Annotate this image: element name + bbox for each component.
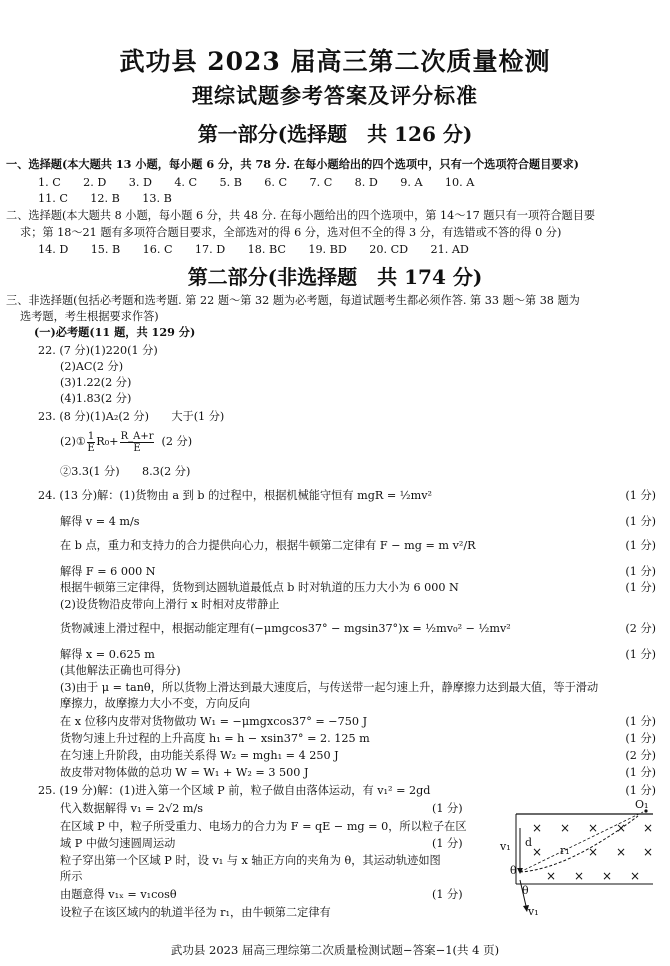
- sec3-intro-line2: 选考题，考生根据要求作答): [20, 310, 159, 323]
- q24-line13: 货物匀速上升过程的上升高度 h₁ = h − xsin37° = 2. 125 m: [60, 732, 370, 745]
- q24-score3: (1 分): [625, 539, 656, 552]
- field-cross: ×: [532, 845, 543, 859]
- q23-fraction-2: [120, 431, 155, 454]
- fig-label-theta-2: θ: [522, 884, 529, 897]
- q23-fraction-1: [87, 431, 95, 454]
- q25-line6: 所示: [60, 870, 83, 883]
- q25-line8: 设粒子在该区域内的轨道半径为 r₁，由牛顿第二定律有: [60, 906, 331, 919]
- sec2-intro-line1: 二、选择题(本大题共 8 小题，每小题 6 分，共 48 分. 在每小题给出的四个选项中，第 14～17 题只有一项符合题目要: [6, 209, 596, 222]
- q25-score3: (1 分): [432, 837, 463, 850]
- q23-line2: [60, 430, 192, 454]
- sec1-answers-row1: 1. C 2. D 3. D 4. C 5. B 6. C 7. C 8. D 9. A 10. A: [38, 176, 475, 189]
- field-cross: ×: [602, 869, 613, 883]
- field-cross: ×: [588, 845, 599, 859]
- q24-score9: (1 分): [625, 732, 656, 745]
- field-cross: ×: [532, 821, 543, 835]
- fig-label-o1: O₁: [635, 798, 649, 811]
- q24-score5: (1 分): [625, 581, 656, 594]
- q24-line7: 货物减速上滑过程中，根据动能定理有(−μmgcos37° − mgsin37°)x = ½mv₀² − ½mv²: [60, 622, 511, 635]
- q23-line1: 23. (8 分)(1)A₂(2 分) 大于(1 分): [38, 410, 225, 423]
- q23-fraction-2-num: R_A+r: [120, 430, 154, 442]
- q25-line2: 代入数据解得 v₁ = 2√2 m/s: [60, 802, 204, 815]
- page-footer: 武功县 2023 届高三理综第二次质量检测试题−答案−1(共 4 页): [170, 943, 500, 957]
- q24-line1: 24. (13 分)解：(1)货物由 a 到 b 的过程中，根据机械能守恒有 mgR = ½mv²: [38, 489, 433, 502]
- field-cross: ×: [546, 869, 557, 883]
- q23-fraction-1-num: 1: [87, 430, 95, 442]
- field-cross: ×: [616, 845, 627, 859]
- q24-line14: 在匀速上升阶段，由功能关系得 W₂ = mgh₁ = 4 250 J: [60, 749, 339, 762]
- trajectory-figure: [498, 794, 658, 916]
- q24-score8: (1 分): [625, 715, 656, 728]
- fig-label-d: d: [525, 836, 533, 849]
- q24-score10: (2 分): [625, 749, 656, 762]
- field-cross: ×: [643, 821, 654, 835]
- field-cross: ×: [616, 821, 627, 835]
- sec1-answers-row2: 11. C 12. B 13. B: [38, 192, 172, 205]
- q23-line2-prefix: (2)①: [60, 435, 86, 448]
- q24-line3: 在 b 点，重力和支持力的合力提供向心力，根据牛顿第二定律有 F − mg = m v²/R: [60, 539, 476, 552]
- q24-line4: 解得 F = 6 000 N: [60, 565, 156, 578]
- q24-score4: (1 分): [625, 565, 656, 578]
- q24-score6: (2 分): [625, 622, 656, 635]
- q24-score7: (1 分): [625, 648, 656, 661]
- q24-line15: 故皮带对物体做的总功 W = W₁ + W₂ = 3 500 J: [60, 766, 309, 779]
- fig-label-theta: θ: [510, 864, 517, 877]
- q24-line9: (其他解法正确也可得分): [60, 664, 181, 677]
- q24-score2: (1 分): [625, 515, 656, 528]
- q22-line3: (3)1.22(2 分): [60, 376, 132, 389]
- q23-line3: ②3.3(1 分) 8.3(2 分): [60, 465, 191, 478]
- q25-line1: 25. (19 分)解：(1)进入第一个区域 P 前，粒子做自由落体运动，有 v₁² = 2gd: [38, 784, 431, 797]
- field-cross: ×: [588, 821, 599, 835]
- q24-line12: 在 x 位移内皮带对货物做功 W₁ = −μmgxcos37° = −750 J: [60, 715, 368, 728]
- field-cross: ×: [560, 821, 571, 835]
- field-cross: ×: [643, 845, 654, 859]
- q25-score4: (1 分): [432, 888, 463, 901]
- q24-line11: 摩擦力，故摩擦力大小不变，方向反向: [60, 697, 251, 710]
- part2-heading: 第二部分(非选择题 共 174 分): [187, 265, 483, 289]
- exam-subtitle: 理综试题参考答案及评分标准: [192, 83, 478, 108]
- q23-fraction-2-den: E: [133, 442, 141, 454]
- fig-label-v1: v₁: [500, 840, 511, 853]
- q24-line10: (3)由于 μ = tanθ，所以货物上滑达到最大速度后，与传送带一起匀速上升，静摩擦力达到最大值，等于滑动: [60, 681, 599, 694]
- sec2-intro-line2: 求；第 18～21 题有多项符合题目要求，全部选对的得 6 分，选对但不全的得 3 分，有选错或不答的得 0 分): [20, 226, 562, 239]
- q22-line1: 22. (7 分)(1)220(1 分): [38, 344, 158, 357]
- q22-line4: (4)1.83(2 分): [60, 392, 132, 405]
- part1-heading: 第一部分(选择题 共 126 分): [197, 122, 473, 146]
- q24-score1: (1 分): [625, 489, 656, 502]
- fig-label-r1: r₁: [560, 844, 570, 857]
- q24-line8: 解得 x = 0.625 m: [60, 648, 155, 661]
- q25-line3: 在区域 P 中，粒子所受重力、电场力的合力为 F = qE − mg = 0，所以粒子在区: [60, 820, 467, 833]
- fig-label-v1-exit: v₁: [528, 905, 539, 916]
- q24-line2: 解得 v = 4 m/s: [60, 515, 140, 528]
- required-section-heading: (一)必考题(11 题，共 129 分): [34, 325, 196, 339]
- field-cross: ×: [630, 869, 641, 883]
- exam-title: 武功县 2023 届高三第二次质量检测: [119, 47, 551, 76]
- sec1-intro: 一、选择题(本大题共 13 小题，每小题 6 分，共 78 分. 在每小题给出的四个选项中，只有一个选项符合题目要求): [6, 157, 579, 171]
- q24-score11: (1 分): [625, 766, 656, 779]
- sec2-answers: 14. D 15. B 16. C 17. D 18. BC 19. BD 20. CD 21. AD: [38, 243, 469, 256]
- q23-line2-score: (2 分): [161, 435, 193, 448]
- q23-fraction-1-den: E: [87, 442, 95, 454]
- q24-line5: 根据牛顿第三定律得，货物到达圆轨道最低点 b 时对轨道的压力大小为 6 000 N: [60, 581, 459, 594]
- field-cross: ×: [574, 869, 585, 883]
- q25-score2: (1 分): [432, 802, 463, 815]
- q25-line5: 粒子穿出第一个区域 P 时，设 v₁ 与 x 轴正方向的夹角为 θ，其运动轨迹如图: [60, 854, 441, 867]
- sec3-intro-line1: 三、非选择题(包括必考题和选考题. 第 22 题～第 32 题为必考题，每道试题考生都必须作答. 第 33 题～第 38 题为: [6, 294, 580, 307]
- q24-line6: (2)设货物沿皮带向上滑行 x 时相对皮带静止: [60, 598, 280, 611]
- q25-line7: 由题意得 v₁ₓ = v₁cosθ: [60, 888, 177, 901]
- q25-line4: 域 P 中做匀速圆周运动: [60, 837, 176, 850]
- q23-line2-mid: R₀+: [96, 435, 119, 448]
- q22-line2: (2)AC(2 分): [60, 360, 124, 373]
- q25-score1: (1 分): [625, 784, 656, 797]
